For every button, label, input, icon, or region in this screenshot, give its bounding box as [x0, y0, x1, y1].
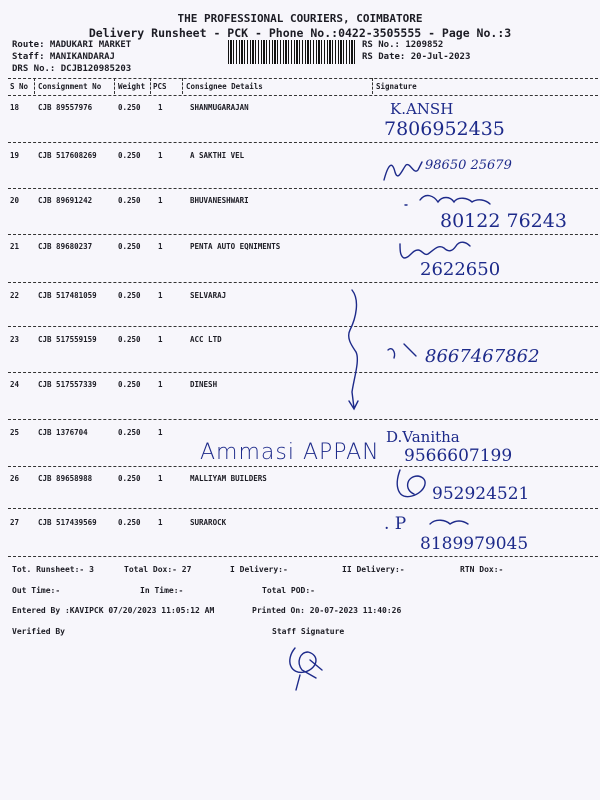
handwritten-phone-18: 7806952435: [384, 118, 505, 140]
row-18-sno: 18: [10, 103, 20, 112]
row-19-consignment: CJB 517608269: [38, 151, 97, 160]
row-21-consignment: CJB 89680237: [38, 242, 93, 251]
col-header-consignee: Consignee Details: [186, 82, 263, 91]
row-27-consignment: CJB 517439569: [38, 518, 97, 527]
row-23-weight: 0.250: [118, 335, 141, 344]
handwritten-phone-25: 9566607199: [404, 446, 513, 466]
handwritten-name-27: . P: [384, 514, 407, 534]
row-18-pcs: 1: [158, 103, 163, 112]
row-25-consignment: CJB 1376704: [38, 428, 88, 437]
row-21-weight: 0.250: [118, 242, 141, 251]
rs-date-label: RS Date: 20-Jul-2023: [362, 52, 471, 62]
row-18-consignment: CJB 89557976: [38, 103, 93, 112]
row-23-consignment: CJB 517559159: [38, 335, 97, 344]
company-title: THE PROFESSIONAL COURIERS, COIMBATORE: [177, 12, 423, 25]
col-header-pcs: PCS: [153, 82, 167, 91]
verified-by: Verified By: [12, 627, 65, 636]
row-26-consignee: MALLIYAM BUILDERS: [190, 474, 267, 483]
total-pod: Total POD:-: [262, 586, 315, 595]
staff-signature-label: Staff Signature: [272, 627, 345, 636]
row-26-weight: 0.250: [118, 474, 141, 483]
col-header-sno: S No: [10, 82, 29, 91]
row-27-sno: 27: [10, 518, 20, 527]
total-dox: Total Dox:- 27: [124, 565, 192, 574]
handwritten-ammasi-appan: Ammasi APPAN: [200, 440, 380, 465]
entered-by: Entered By :KAVIPCK 07/20/2023 11:05:12 AM: [12, 606, 215, 615]
handwritten-phone-19: 98650 25679: [425, 158, 512, 173]
row-20-sno: 20: [10, 196, 20, 205]
staff-signature-scribble: [290, 648, 322, 690]
row-20-consignment: CJB 89691242: [38, 196, 93, 205]
col-header-signature: Signature: [376, 82, 417, 91]
row-21-signature: [400, 242, 470, 258]
row-20-consignee: BHUVANESHWARI: [190, 196, 249, 205]
handwritten-phone-21: 2622650: [420, 259, 501, 280]
row-26-signature: [397, 470, 425, 497]
row-27-weight: 0.250: [118, 518, 141, 527]
row-20-signature: [405, 196, 490, 205]
row-25-weight: 0.250: [118, 428, 141, 437]
handwritten-phone-27: 8189979045: [420, 534, 529, 554]
row-19-weight: 0.250: [118, 151, 141, 160]
drs-label: DRS No.: DCJB120985203: [12, 64, 132, 74]
row-27-consignee: SURAROCK: [190, 518, 227, 527]
in-time: In Time:-: [140, 586, 184, 595]
col-header-weight: Weight: [118, 82, 146, 91]
row-24-weight: 0.250: [118, 380, 141, 389]
row-21-pcs: 1: [158, 242, 163, 251]
printed-on: Printed On: 20-07-2023 11:40:26: [252, 606, 402, 615]
row-22-consignment: CJB 517481059: [38, 291, 97, 300]
route-label: Route: MADUKARI MARKET: [12, 40, 132, 50]
runsheet-subtitle: Delivery Runsheet - PCK - Phone No.:0422-3505555 - Page No.:3: [88, 26, 512, 40]
handwritten-name-25: D.Vanitha: [386, 428, 460, 446]
row-19-sno: 19: [10, 151, 20, 160]
row-23-consignee: ACC LTD: [190, 335, 222, 344]
row-22-consignee: SELVARAJ: [190, 291, 227, 300]
handwritten-phone-23: 8667467862: [425, 346, 540, 367]
col-header-consignment: Consignment No: [38, 82, 102, 91]
staff-label: Staff: MANIKANDARAJ: [12, 52, 115, 62]
row-27-signature: [430, 520, 468, 524]
row-24-consignment: CJB 517557339: [38, 380, 97, 389]
row-19-consignee: A SAKTHI VEL: [190, 151, 245, 160]
row-19-pcs: 1: [158, 151, 163, 160]
row-19-signature: [384, 162, 422, 180]
ii-delivery: II Delivery:-: [342, 565, 405, 574]
row-20-pcs: 1: [158, 196, 163, 205]
row-23-pcs: 1: [158, 335, 163, 344]
row-24-pcs: 1: [158, 380, 163, 389]
row-22-24-bracket: [349, 290, 358, 408]
row-18-weight: 0.250: [118, 103, 141, 112]
row-23-sno: 23: [10, 335, 20, 344]
tot-runsheet: Tot. Runsheet:- 3: [12, 565, 94, 574]
row-21-consignee: PENTA AUTO EQNIMENTS: [190, 242, 281, 251]
row-22-weight: 0.250: [118, 291, 141, 300]
row-24-sno: 24: [10, 380, 20, 389]
handwritten-phone-26: 952924521: [432, 484, 530, 504]
row-23-signature: [388, 344, 416, 358]
row-20-weight: 0.250: [118, 196, 141, 205]
out-time: Out Time:-: [12, 586, 61, 595]
row-26-consignment: CJB 89658988: [38, 474, 93, 483]
row-26-sno: 26: [10, 474, 20, 483]
row-21-sno: 21: [10, 242, 20, 251]
row-25-pcs: 1: [158, 428, 163, 437]
row-26-pcs: 1: [158, 474, 163, 483]
row-24-consignee: DINESH: [190, 380, 218, 389]
row-27-pcs: 1: [158, 518, 163, 527]
handwritten-phone-20: 80122 76243: [440, 210, 567, 232]
rs-no-label: RS No.: 1209852: [362, 40, 444, 50]
row-22-sno: 22: [10, 291, 20, 300]
row-18-consignee: SHANMUGARAJAN: [190, 103, 249, 112]
row-25-sno: 25: [10, 428, 20, 437]
i-delivery: I Delivery:-: [230, 565, 288, 574]
handwritten-name-18: K.ANSH: [390, 100, 454, 118]
rtn-dox: RTN Dox:-: [460, 565, 504, 574]
row-22-pcs: 1: [158, 291, 163, 300]
